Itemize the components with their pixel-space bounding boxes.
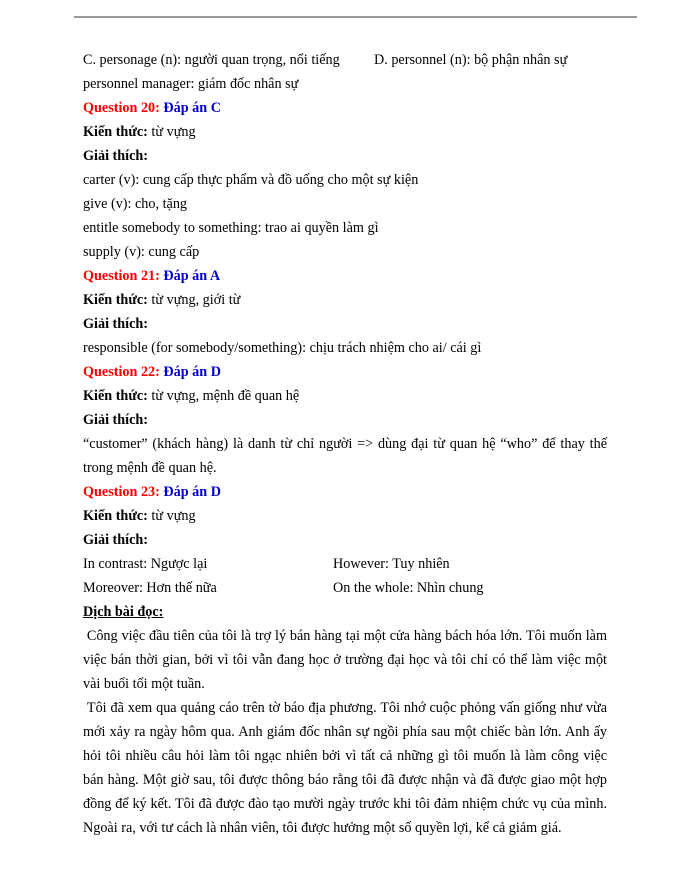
- explanation-item: give (v): cho, tặng: [83, 196, 188, 212]
- pair-left: Moreover: Hơn thế nữa: [83, 580, 217, 596]
- translation-paragraph: Công việc đầu tiên của tôi là trợ lý bán hàng tại một cửa hàng bách hóa lớn. Tôi muốn làm việc bán thời gian, bởi vì tôi vẫn đang học ở trường đại học và tôi chỉ có thể làm việc một vài buổi tối một tuần.: [83, 628, 611, 692]
- explanation-pair: [83, 576, 607, 600]
- pair-right: On the whole: Nhìn chung: [333, 580, 484, 596]
- text-line: personnel manager: giám đốc nhân sự: [83, 76, 299, 92]
- knowledge-line: [83, 504, 607, 528]
- knowledge-label: Kiến thức:: [83, 292, 152, 308]
- question-23-heading: [83, 480, 607, 504]
- answer-label: Đáp án D: [163, 364, 221, 380]
- question-21-heading: [83, 264, 607, 288]
- question-label: Question 23:: [83, 484, 164, 500]
- answer-label: Đáp án A: [163, 268, 221, 284]
- document-page: [83, 48, 611, 840]
- knowledge-label: Kiến thức:: [83, 388, 152, 404]
- knowledge-value: từ vựng, giới từ: [151, 292, 241, 308]
- header-rule: [74, 16, 637, 18]
- knowledge-value: từ vựng: [151, 124, 196, 140]
- answer-label: Đáp án C: [163, 100, 221, 116]
- question-22-heading: [83, 360, 607, 384]
- knowledge-value: từ vựng, mệnh đề quan hệ: [151, 388, 300, 404]
- explanation-item: entitle somebody to something: trao ai quyền làm gì: [83, 220, 379, 236]
- explanation-label: Giải thích:: [83, 148, 149, 164]
- knowledge-label: Kiến thức:: [83, 508, 152, 524]
- option-c: C. personage (n): người quan trọng, nổi tiếng: [83, 52, 340, 68]
- knowledge-label: Kiến thức:: [83, 124, 152, 140]
- explanation-pair: [83, 552, 607, 576]
- explanation-item: supply (v): cung cấp: [83, 244, 200, 260]
- explanation-item: carter (v): cung cấp thực phẩm và đồ uống cho một sự kiện: [83, 172, 419, 188]
- question-label: Question 20:: [83, 100, 164, 116]
- explanation-label: Giải thích:: [83, 412, 149, 428]
- option-d: D. personnel (n): bộ phận nhân sự: [374, 52, 568, 68]
- knowledge-line: [83, 120, 607, 144]
- question-20-heading: [83, 96, 607, 120]
- explanation-label: Giải thích:: [83, 316, 149, 332]
- explanation-paragraph: “customer” (khách hàng) là danh từ chỉ người => dùng đại từ quan hệ “who” để thay thế trong mệnh đề quan hệ.: [83, 436, 607, 476]
- knowledge-line: [83, 384, 607, 408]
- knowledge-value: từ vựng: [151, 508, 196, 524]
- pair-left: In contrast: Ngược lại: [83, 556, 208, 572]
- translation-heading: Dịch bài đọc:: [83, 604, 164, 620]
- pair-right: However: Tuy nhiên: [333, 556, 450, 572]
- translation-paragraph: Tôi đã xem qua quảng cáo trên tờ báo địa phương. Tôi nhớ cuộc phỏng vấn giống như vừa mới xảy ra ngày hôm qua. Anh giám đốc nhân sự ngồi phía sau một chiếc bàn lớn. Anh ấy hỏi tôi nhiều câu hỏi làm tôi ngạc nhiên bởi vì tất cả những gì tôi muốn là làm công việc bán hàng. Một giờ sau, tôi được thông báo rằng tôi đã được nhận và đã được giao một hợp đồng để ký kết. Tôi đã được đào tạo mười ngày trước khi tôi đảm nhiệm chức vụ của mình. Ngoài ra, với tư cách là nhân viên, tôi được hưởng một số quyền lợi, kể cả giảm giá.: [83, 700, 611, 836]
- option-line: [83, 48, 607, 72]
- explanation-item: responsible (for somebody/something): chịu trách nhiệm cho ai/ cái gì: [83, 340, 482, 356]
- question-label: Question 22:: [83, 364, 164, 380]
- question-label: Question 21:: [83, 268, 164, 284]
- explanation-label: Giải thích:: [83, 532, 149, 548]
- answer-label: Đáp án D: [163, 484, 221, 500]
- knowledge-line: [83, 288, 607, 312]
